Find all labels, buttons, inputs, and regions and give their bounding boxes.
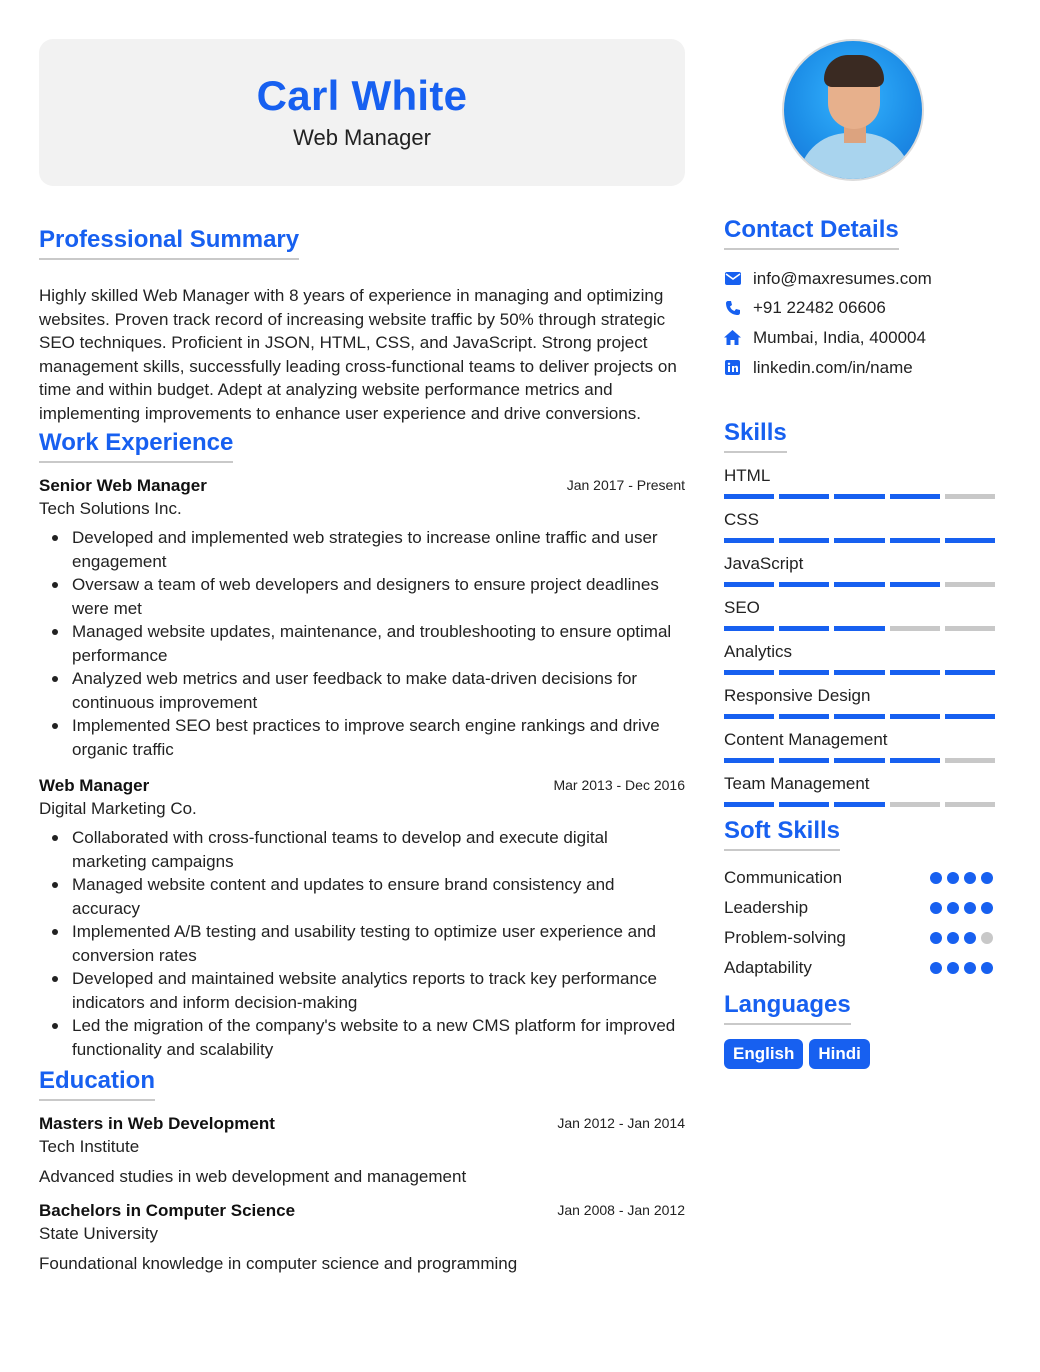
job-bullets	[39, 526, 685, 761]
bullet-item: Oversaw a team of web developers and designers to ensure project deadlines were met	[39, 573, 685, 620]
skill-level-segment	[779, 538, 829, 543]
bullet-item: Collaborated with cross-functional teams to develop and execute digital marketing campaigns	[39, 826, 685, 873]
rating-dot	[947, 902, 959, 914]
skill-level-segment	[945, 626, 995, 631]
rating-dot	[930, 932, 942, 944]
education-entry	[39, 1200, 685, 1275]
skill-item	[724, 773, 1000, 807]
skill-name: Content Management	[724, 730, 888, 750]
skill-level-segment	[945, 538, 995, 543]
skill-level-bar	[724, 494, 1000, 499]
rating-dot	[981, 872, 993, 884]
skill-level-segment	[890, 714, 940, 719]
skill-level-bar	[724, 538, 1000, 543]
skill-level-bar	[724, 714, 1000, 719]
candidate-title: Web Manager	[293, 125, 431, 150]
skills-section	[724, 419, 1000, 807]
degree-title: Bachelors in Computer Science	[39, 1201, 296, 1220]
languages-heading: Languages	[724, 991, 851, 1025]
skill-item	[724, 597, 1000, 631]
soft-skills-section	[724, 817, 1000, 983]
languages-section	[724, 991, 1000, 1069]
skill-level-bar	[724, 582, 1000, 587]
skill-level-segment	[779, 582, 829, 587]
contact-email-text: info@maxresumes.com	[753, 268, 932, 288]
soft-skill-item	[724, 893, 1000, 923]
rating-dot	[930, 962, 942, 974]
skills-list	[724, 465, 1000, 807]
bullet-item: Implemented SEO best practices to improve search engine rankings and drive organic traffic	[39, 714, 685, 761]
summary-section	[39, 226, 685, 425]
rating-dot	[947, 962, 959, 974]
skill-name: HTML	[724, 466, 771, 486]
soft-skills-heading: Soft Skills	[724, 817, 840, 851]
skill-level-segment	[834, 538, 884, 543]
skill-level-segment	[724, 670, 774, 675]
home-icon	[724, 329, 741, 346]
job-date: Jan 2017 - Present	[566, 477, 685, 493]
skill-level-segment	[724, 582, 774, 587]
skill-level-segment	[834, 670, 884, 675]
rating-dot	[981, 932, 993, 944]
skill-name: Team Management	[724, 774, 870, 794]
skill-item	[724, 465, 1000, 499]
bullet-item: Managed website updates, maintenance, and troubleshooting to ensure optimal performance	[39, 620, 685, 667]
soft-skill-item	[724, 923, 1000, 953]
soft-skill-item	[724, 953, 1000, 983]
rating-dot	[964, 872, 976, 884]
education-description: Foundational knowledge in computer science and programming	[39, 1254, 518, 1273]
contact-list	[724, 264, 1000, 382]
bullet-item: Led the migration of the company's website to a new CMS platform for improved functionality and scalability	[39, 1014, 685, 1061]
job-title: Senior Web Manager	[39, 476, 207, 495]
skill-level-segment	[779, 802, 829, 807]
skill-level-segment	[890, 670, 940, 675]
skill-level-bar	[724, 670, 1000, 675]
education-date: Jan 2012 - Jan 2014	[557, 1115, 685, 1131]
profile-photo	[782, 39, 924, 181]
soft-skill-name: Communication	[724, 868, 843, 888]
skill-level-segment	[779, 494, 829, 499]
skills-heading: Skills	[724, 419, 787, 453]
skill-level-segment	[834, 494, 884, 499]
soft-skill-rating	[930, 932, 1000, 944]
bullet-item: Implemented A/B testing and usability testing to optimize user experience and conversion rates	[39, 920, 685, 967]
skill-level-segment	[834, 758, 884, 763]
rating-dot	[981, 962, 993, 974]
rating-dot	[964, 962, 976, 974]
resume-header	[39, 39, 685, 186]
job-entry	[39, 775, 685, 1061]
languages-list	[724, 1039, 1000, 1069]
degree-title: Masters in Web Development	[39, 1114, 275, 1133]
soft-skills-list	[724, 863, 1000, 983]
soft-skill-rating	[930, 962, 1000, 974]
skill-level-segment	[724, 758, 774, 763]
contact-address	[724, 323, 1000, 353]
skill-level-segment	[724, 714, 774, 719]
skill-item	[724, 641, 1000, 675]
education-description: Advanced studies in web development and management	[39, 1167, 467, 1186]
skill-item	[724, 729, 1000, 763]
school-name: Tech Institute	[39, 1137, 140, 1156]
rating-dot	[947, 932, 959, 944]
skill-level-segment	[945, 802, 995, 807]
skill-name: Responsive Design	[724, 686, 871, 706]
contact-linkedin-text: linkedin.com/in/name	[753, 357, 913, 377]
skill-level-segment	[945, 494, 995, 499]
rating-dot	[964, 932, 976, 944]
skill-item	[724, 509, 1000, 543]
skill-level-segment	[779, 758, 829, 763]
rating-dot	[930, 902, 942, 914]
school-name: State University	[39, 1224, 159, 1243]
candidate-name: Carl White	[256, 72, 468, 119]
skill-level-segment	[945, 714, 995, 719]
skill-level-segment	[890, 758, 940, 763]
skill-name: Analytics	[724, 642, 793, 662]
skill-level-segment	[724, 626, 774, 631]
skill-level-segment	[890, 802, 940, 807]
job-entry	[39, 475, 685, 761]
skill-level-segment	[779, 626, 829, 631]
skill-level-segment	[945, 670, 995, 675]
summary-text: Highly skilled Web Manager with 8 years of experience in managing and optimizing websites. Proven track record of increasing website traffic by 50% through strategic SEO techniques. Proficient in JSON, HTML, CSS, and JavaScript. Strong project management skills, successfully leading cross-functional teams to deliver projects on time and within budget. Adept at analyzing website performance metrics and implementing improvements to enhance user experience and drive conversions.	[39, 286, 677, 423]
contact-section	[724, 216, 1000, 382]
main-column	[39, 39, 685, 1275]
rating-dot	[981, 902, 993, 914]
contact-heading: Contact Details	[724, 216, 899, 250]
contact-address-text: Mumbai, India, 400004	[753, 327, 926, 347]
education-date: Jan 2008 - Jan 2012	[557, 1202, 685, 1218]
education-section	[39, 1067, 685, 1275]
skill-level-segment	[890, 494, 940, 499]
soft-skill-name: Leadership	[724, 898, 809, 918]
soft-skill-rating	[930, 902, 1000, 914]
soft-skill-name: Adaptability	[724, 958, 812, 978]
skill-name: SEO	[724, 598, 760, 618]
skill-item	[724, 553, 1000, 587]
job-company: Tech Solutions Inc.	[39, 499, 182, 518]
envelope-icon	[724, 270, 741, 287]
skill-level-segment	[724, 802, 774, 807]
job-company: Digital Marketing Co.	[39, 799, 197, 818]
skill-level-bar	[724, 626, 1000, 631]
skill-level-segment	[779, 714, 829, 719]
contact-linkedin[interactable]	[724, 353, 1000, 383]
soft-skill-rating	[930, 872, 1000, 884]
skill-level-segment	[890, 538, 940, 543]
contact-phone-text: +91 22482 06606	[753, 298, 886, 318]
skill-level-segment	[834, 714, 884, 719]
experience-section	[39, 429, 685, 1061]
skill-item	[724, 685, 1000, 719]
skill-level-segment	[945, 582, 995, 587]
education-heading: Education	[39, 1067, 155, 1101]
skill-name: CSS	[724, 510, 759, 530]
education-entry	[39, 1113, 685, 1188]
rating-dot	[947, 872, 959, 884]
skill-level-segment	[834, 626, 884, 631]
bullet-item: Analyzed web metrics and user feedback to make data-driven decisions for continuous improvement	[39, 667, 685, 714]
skill-level-segment	[724, 494, 774, 499]
language-badge: Hindi	[809, 1039, 870, 1069]
bullet-item: Developed and implemented web strategies to increase online traffic and user engagement	[39, 526, 685, 573]
soft-skill-name: Problem-solving	[724, 928, 846, 948]
language-badge: English	[724, 1039, 803, 1069]
sidebar-column	[724, 39, 1000, 1069]
job-date: Mar 2013 - Dec 2016	[553, 777, 685, 793]
skill-level-segment	[724, 538, 774, 543]
phone-icon	[724, 300, 741, 317]
bullet-item: Developed and maintained website analytics reports to track key performance indicators and inform decision-making	[39, 967, 685, 1014]
rating-dot	[930, 872, 942, 884]
skill-level-segment	[834, 802, 884, 807]
contact-phone[interactable]	[724, 294, 1000, 324]
skill-level-segment	[945, 758, 995, 763]
contact-email[interactable]	[724, 264, 1000, 294]
skill-level-segment	[890, 582, 940, 587]
job-title: Web Manager	[39, 776, 150, 795]
skill-level-segment	[779, 670, 829, 675]
bullet-item: Managed website content and updates to ensure brand consistency and accuracy	[39, 873, 685, 920]
job-bullets	[39, 826, 685, 1061]
skill-level-segment	[834, 582, 884, 587]
skill-level-bar	[724, 758, 1000, 763]
photo-hair	[824, 55, 884, 87]
skill-level-bar	[724, 802, 1000, 807]
soft-skill-item	[724, 863, 1000, 893]
linkedin-icon	[724, 359, 741, 376]
rating-dot	[964, 902, 976, 914]
skill-level-segment	[890, 626, 940, 631]
summary-heading: Professional Summary	[39, 226, 299, 260]
experience-heading: Work Experience	[39, 429, 233, 463]
skill-name: JavaScript	[724, 554, 804, 574]
